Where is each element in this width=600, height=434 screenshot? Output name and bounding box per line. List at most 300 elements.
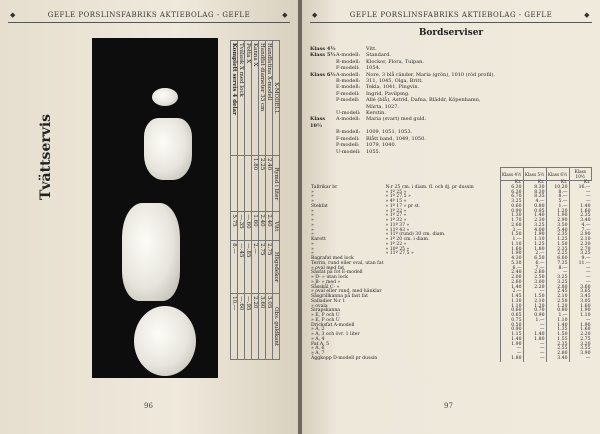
price-cell: 2.40 <box>266 212 273 241</box>
price-cell: 0.70 <box>523 309 546 314</box>
price-cell: — <box>569 200 592 205</box>
class-name: Klass 6½ <box>310 71 336 78</box>
item-name: » A, 3 och övr. 1 liter <box>311 332 360 337</box>
price-cell: 2.— <box>500 290 523 295</box>
item-name: » <box>311 194 314 200</box>
price-cell: 2.30 <box>569 243 592 248</box>
pattern-names: Vitt. <box>366 46 377 52</box>
soap-dish-image <box>152 88 178 106</box>
item-name: » <box>311 218 314 223</box>
price-cell: 0.60 <box>500 205 523 210</box>
price-cell: 1.90 <box>546 214 569 219</box>
item-name: Tallrikar br <box>311 184 338 190</box>
item-spec: » 4º 15 » <box>385 199 407 204</box>
item-spec: » 1º 32 » <box>385 218 407 223</box>
item-name: » <box>311 251 314 257</box>
price-cell: 2.— <box>252 241 259 294</box>
x-model-price-table <box>232 40 280 360</box>
price-cell: 2.10 <box>546 295 569 300</box>
price-cell: 1.10 <box>500 305 523 310</box>
model-name: B-modell: <box>336 58 361 65</box>
price-cell: 6.— <box>500 267 523 272</box>
item-spec: » 10º 25 » <box>385 246 410 252</box>
item-name: » <box>311 213 314 219</box>
column-header: Klass 5½ <box>523 168 546 181</box>
price-cell: 2.75 <box>259 241 266 294</box>
item-name: Bagrafat med lock <box>311 256 354 261</box>
price-cell: 1.50 <box>500 233 523 238</box>
item-spec: » 11º (rund) 30 cm. diam. <box>385 232 446 238</box>
price-cell: 3.60 <box>259 294 266 360</box>
price-cell: 2.10 <box>523 300 546 305</box>
price-cell: 1.40 <box>546 324 569 329</box>
price-cell: — <box>523 352 546 357</box>
price-cell: 1.60 <box>569 328 592 333</box>
price-cell: 2.60 <box>500 281 523 286</box>
price-cell: 1.80 <box>523 338 546 343</box>
table-row <box>245 41 252 360</box>
price-cell: 2.00 <box>500 276 523 281</box>
price-cell: — <box>569 281 592 286</box>
item-name: » E, P och U <box>311 313 340 318</box>
pattern-names: 1079, 1040. <box>366 142 397 149</box>
price-cell: 3.20 <box>569 343 592 348</box>
price-cell: 1.40 <box>523 214 546 219</box>
price-cell: 3.05 <box>569 300 592 305</box>
price-cell: — <box>569 357 592 362</box>
item-spec: » 1º 20 cm. i diam. <box>385 237 430 242</box>
price-cell: 3.50 <box>546 224 569 229</box>
price-cell: 8.— <box>546 195 569 200</box>
item-name: Kanna X <box>252 41 259 156</box>
price-cell: — <box>523 343 546 348</box>
diamond-ornament-icon: ◆ <box>312 11 318 19</box>
price-cell: 2.45 <box>546 290 569 295</box>
price-cell: — <box>569 195 592 200</box>
price-cell: 2.20 <box>523 286 546 291</box>
model-name: P-modell: <box>336 142 360 149</box>
price-cell: 5.30 <box>500 262 523 267</box>
item-name: » A, 7 <box>311 351 325 356</box>
item-name: » <box>311 189 314 195</box>
model-name: F-modell: <box>336 135 360 142</box>
price-cell: 1.60 <box>569 210 592 215</box>
item-name: Stekfat <box>311 203 328 209</box>
price-cell: 0.90 <box>500 328 523 333</box>
model-name: A-modell: <box>336 116 361 123</box>
price-cell: 1.40 <box>500 286 523 291</box>
item-spec: N:r 25 cm. i diam. fl. och dj. pr dussin <box>385 184 474 190</box>
item-name: » oval med fat <box>311 265 345 271</box>
item-spec: » 1º 25 » <box>385 189 407 195</box>
price-cell: 0.90 <box>500 210 523 215</box>
header-text: GEFLE PORSLINSFABRIKS AKTIEBOLAG - GEFLE <box>349 11 553 19</box>
price-cell: — <box>523 357 546 362</box>
price-cell: — <box>546 271 569 276</box>
page-title: Tvättservis <box>38 113 54 200</box>
wash-basin-image <box>134 306 196 376</box>
price-cell: 1.50 <box>546 333 569 338</box>
price-cell: 3.25 <box>523 224 546 229</box>
item-name: » <box>311 246 314 252</box>
item-name: » A, 6 <box>311 346 325 352</box>
header-text: GEFLE PORSLINSFABRIKS AKTIEBOLAG - GEFLE <box>47 11 251 19</box>
pattern-names: Maria (svart) med guld. <box>366 116 427 123</box>
price-cell: 6.30 <box>500 191 523 196</box>
unit-label: Kr. <box>523 181 546 186</box>
diamond-ornament-icon: ◆ <box>10 11 16 19</box>
pattern-names: Kerstin. <box>366 110 386 117</box>
price-cell: — <box>569 276 592 281</box>
item-name: » oval eller rund, med hänklar <box>311 289 382 295</box>
item-name: Handfat diameter 33 cm <box>259 41 266 156</box>
price-cell: 4.00 <box>523 229 546 234</box>
item-name: Såsfat på fot E-modell <box>311 270 363 276</box>
price-cell: 2.40 <box>500 271 523 276</box>
price-cell: 1.50 <box>523 295 546 300</box>
item-name: Äggkopp D-modell pr dussin <box>311 355 378 361</box>
price-cell: 4.30 <box>500 257 523 262</box>
column-header: Klass 10½ <box>569 168 592 181</box>
price-cell: 2.80 <box>546 352 569 357</box>
table-row <box>266 41 273 360</box>
item-spec: » 1º 22 » <box>385 208 407 214</box>
item-spec: » 1º 22 » <box>385 241 407 247</box>
volume-cell: 2.40 <box>266 156 273 212</box>
price-cell: — <box>523 347 546 352</box>
column-header: Klass 4½ <box>500 168 523 181</box>
column-header: Klass 6½ <box>546 168 569 181</box>
price-cell: 2.30 <box>523 219 546 224</box>
unit-label: Kr. <box>546 181 569 186</box>
class-entry <box>310 116 592 129</box>
price-cell: 3.25 <box>500 200 523 205</box>
price-cell: 1.50 <box>546 243 569 248</box>
pattern-names: Tekla, 1041, Pingvin. <box>366 84 420 91</box>
price-cell: 3.00 <box>523 281 546 286</box>
price-cell: 2.35 <box>546 248 569 253</box>
price-cell: 3.25 <box>546 281 569 286</box>
price-cell: 4.— <box>523 200 546 205</box>
price-cell: 2.10 <box>569 238 592 243</box>
price-cell: 1.20 <box>546 210 569 215</box>
price-cell: 1.90 <box>500 252 523 257</box>
price-cell: 3.25 <box>546 276 569 281</box>
price-cell: 0.90 <box>523 314 546 319</box>
price-cell: 3.40 <box>569 219 592 224</box>
pattern-names: Märta, 1027. <box>366 103 399 110</box>
item-name: » <box>311 227 314 233</box>
item-name: Karott <box>311 237 326 242</box>
price-cell: 1.— <box>546 205 569 210</box>
table-row <box>231 41 238 360</box>
price-cell: 3.55 <box>569 347 592 352</box>
price-cell: 8.— <box>546 191 569 196</box>
price-cell: 1.10 <box>523 238 546 243</box>
price-cell: 0.80 <box>546 309 569 314</box>
unit-label: Kr. <box>569 181 592 186</box>
price-cell: 2.75 <box>569 338 592 343</box>
price-cell: 7.— <box>523 267 546 272</box>
price-cell: 2.75 <box>266 241 273 294</box>
model-name: A-modell: <box>336 52 361 59</box>
price-cell: 1.80 <box>500 357 523 362</box>
model-name: U-modell: <box>336 110 361 117</box>
class-name <box>310 149 336 155</box>
item-name: Salladier N:r 1 <box>311 298 346 304</box>
price-cell: 9.— <box>569 257 592 262</box>
pattern-names: Blått band, 1049, 1050. <box>366 135 426 142</box>
item-name: » A, 2 <box>311 327 325 333</box>
price-cell: 2.55 <box>546 347 569 352</box>
price-cell: 2.50 <box>523 276 546 281</box>
price-cell: 6.— <box>523 262 546 267</box>
model-name: B-modell: <box>336 129 361 136</box>
table-header: Obs. guldkant <box>273 294 280 360</box>
price-cell: 1.40 <box>500 338 523 343</box>
table-row <box>259 41 266 360</box>
price-cell: 2.70 <box>569 248 592 253</box>
item-name: Fat A, 5 <box>311 341 330 347</box>
price-cell: 1.40 <box>523 333 546 338</box>
price-cell: 8.— <box>546 267 569 272</box>
item-spec: » 1º 27,5 » <box>385 194 411 200</box>
price-cell: 1.30 <box>500 300 523 305</box>
pitcher-image <box>122 203 180 301</box>
page-number: 97 <box>444 402 453 410</box>
price-cell: —.85 <box>245 241 252 294</box>
price-cell: 1.90 <box>523 233 546 238</box>
price-cell: 7.— <box>569 229 592 234</box>
price-table-rotated <box>232 40 280 360</box>
model-name: A-modell: <box>336 71 361 78</box>
price-cell: 3.45 <box>569 295 592 300</box>
price-cell: 10.20 <box>546 186 569 191</box>
item-name: Såsgrillkanna på fast fat <box>311 294 368 299</box>
price-cell: 5.40 <box>546 229 569 234</box>
diamond-ornament-icon: ◆ <box>282 11 288 19</box>
item-spec: » 11º 27,5 » <box>385 251 414 257</box>
page-number: 96 <box>144 402 153 410</box>
price-cell: 5.— <box>546 200 569 205</box>
class-list <box>310 46 592 155</box>
item-name: Terrin, rund eller oval, utan fat <box>311 260 384 266</box>
price-cell: 1.— <box>546 314 569 319</box>
volume-cell <box>231 156 238 212</box>
price-cell: 1.70 <box>500 219 523 224</box>
price-cell: 1.35 <box>546 328 569 333</box>
price-cell: 1.20 <box>523 305 546 310</box>
price-cell: 1.10 <box>569 314 592 319</box>
class-entry <box>310 149 592 155</box>
item-name: Tvålask X med lock <box>238 41 245 156</box>
price-cell: 1.90 <box>569 309 592 314</box>
chamber-pot-image <box>144 118 192 180</box>
price-cell: 7.35 <box>546 262 569 267</box>
item-name: » <box>311 232 314 238</box>
class-name: Klass 4½ <box>310 46 336 52</box>
price-cell: — <box>569 267 592 272</box>
pattern-names: Nore, 3 blå ränder, Maria (grön), 1010 (röd profil). <box>366 71 495 78</box>
right-page <box>302 0 600 434</box>
price-cell: 0.60 <box>500 309 523 314</box>
pattern-names: 1009, 1051, 1053. <box>366 129 413 136</box>
price-cell: 1.— <box>500 238 523 243</box>
item-name: » A, 4 <box>311 336 325 342</box>
price-cell: 1.40 <box>569 205 592 210</box>
price-cell: 6.60 <box>546 257 569 262</box>
price-cell: — <box>569 271 592 276</box>
price-cell: 1.— <box>523 319 546 324</box>
item-spec: » 1º 27 » <box>385 213 407 219</box>
price-cell: 1.25 <box>546 238 569 243</box>
item-name: Handfatina X-modell <box>266 41 273 156</box>
price-cell: 1.80 <box>523 248 546 253</box>
pattern-names: Klockor, Flora, Tulpan. <box>366 58 424 65</box>
table-header: Högsdekor <box>273 241 280 294</box>
left-page <box>0 0 298 434</box>
price-cell: 2.35 <box>546 233 569 238</box>
price-cell: 1.60 <box>252 212 259 241</box>
item-name: Potta X <box>245 41 252 156</box>
price-cell: —.45 <box>238 241 245 294</box>
item-name: » <box>311 208 314 214</box>
price-cell: 8.— <box>231 241 238 294</box>
item-name: Såsskål C- » <box>311 284 340 290</box>
price-cell: — <box>523 328 546 333</box>
pattern-names: 1055. <box>366 148 381 155</box>
volume-cell: 1.80 <box>252 156 259 212</box>
price-cell: 2.90 <box>569 233 592 238</box>
price-cell: 2.40 <box>259 212 266 241</box>
price-cell: 0.95 <box>523 210 546 215</box>
price-cell: 0.50 <box>500 324 523 329</box>
price-cell: — <box>523 290 546 295</box>
item-name: » ovala <box>311 303 328 309</box>
price-cell: 2.20 <box>252 294 259 360</box>
price-cell: 0.80 <box>523 205 546 210</box>
price-cell: 16.— <box>569 186 592 191</box>
price-cell: 0.65 <box>500 314 523 319</box>
price-cell: 2.50 <box>546 300 569 305</box>
price-cell: 1.60 <box>500 248 523 253</box>
price-cell: 2.35 <box>546 343 569 348</box>
item-spec: » 11º 43 » <box>385 227 410 233</box>
pattern-names: Ingrid, Pavilpmg. <box>366 90 410 97</box>
price-cell: 5.75 <box>231 212 238 241</box>
price-cell: 2.80 <box>546 286 569 291</box>
price-cell: 2.90 <box>546 219 569 224</box>
price-cell: 1.60 <box>569 305 592 310</box>
price-cell: 3.— <box>500 229 523 234</box>
model-name: E-modell: <box>336 84 361 91</box>
price-cell: — <box>500 347 523 352</box>
volume-cell <box>238 156 245 212</box>
pattern-names: 1054. <box>366 65 381 72</box>
price-cell: 3.90 <box>569 352 592 357</box>
price-cell: 3.40 <box>546 357 569 362</box>
price-cell: 1.30 <box>500 214 523 219</box>
pattern-names: 311, 1045, Olga, Britt. <box>366 78 423 85</box>
price-cell: 6.50 <box>523 257 546 262</box>
table-row <box>252 41 259 360</box>
price-cell: 2.60 <box>500 224 523 229</box>
table-header: Vitt <box>273 212 280 241</box>
price-cell: 0.75 <box>500 319 523 324</box>
price-cell: 3.60 <box>569 286 592 291</box>
price-cell: —.60 <box>238 294 245 360</box>
class-name: Klass 5½ <box>310 52 336 59</box>
price-cell: 6.70 <box>500 195 523 200</box>
price-cell: — <box>569 191 592 196</box>
table-header: Rymd i liter <box>273 156 280 212</box>
volume-cell <box>245 156 252 212</box>
diamond-ornament-icon: ◆ <box>584 11 590 19</box>
price-cell: —.60 <box>245 212 252 241</box>
price-cell: 8.30 <box>523 191 546 196</box>
price-cell: 3.05 <box>266 294 273 360</box>
price-cell: 1.20 <box>546 305 569 310</box>
price-cell: 6.30 <box>500 186 523 191</box>
price-cell: 10.— <box>231 294 238 360</box>
model-name: B-modell: <box>336 78 361 85</box>
table-row <box>310 357 592 362</box>
price-cell: 1.55 <box>546 338 569 343</box>
price-cell: 4.— <box>569 224 592 229</box>
item-spec: » 1º 17 » pr st. <box>385 203 421 209</box>
item-name: Sirapskanna <box>311 308 341 314</box>
price-cell: 1.10 <box>546 319 569 324</box>
unit-label: Kr. <box>500 181 523 186</box>
page-title: Bordserviser <box>418 28 484 38</box>
price-cell: 2.— <box>523 252 546 257</box>
item-name: » B- » med » <box>311 279 341 285</box>
price-cell: 8.35 <box>523 195 546 200</box>
price-cell: 2.60 <box>523 271 546 276</box>
price-cell: 1.45 <box>500 295 523 300</box>
price-cell: 3.65 <box>569 290 592 295</box>
item-name: » <box>311 199 314 204</box>
model-name: F-modell: <box>336 65 360 72</box>
item-spec: » 11º 37 » <box>385 222 410 228</box>
page-header <box>310 8 592 23</box>
pattern-names: Standard. <box>366 52 391 59</box>
price-cell: 2.20 <box>569 333 592 338</box>
table-header: X-MODELL <box>273 41 280 156</box>
price-cell: — <box>523 324 546 329</box>
porcelain-photo <box>92 38 218 378</box>
price-cell: — <box>500 352 523 357</box>
volume-cell: 2.25 <box>259 156 266 212</box>
item-name: » <box>311 241 314 247</box>
price-cell: 1.90 <box>500 343 523 348</box>
page-header <box>8 8 290 23</box>
item-name: Komplett servis 4 delar <box>231 41 238 156</box>
price-cell: —.35 <box>238 212 245 241</box>
price-cell: 1.10 <box>500 243 523 248</box>
price-cell: —.95 <box>245 294 252 360</box>
price-cell: 2.35 <box>569 214 592 219</box>
table-row <box>238 41 245 360</box>
price-cell: 1.90 <box>569 324 592 329</box>
price-cell: 3.25 <box>569 252 592 257</box>
class-name: Klass 10½ <box>310 116 326 129</box>
item-spec <box>384 357 500 362</box>
price-cell: 2.25 <box>546 252 569 257</box>
price-cell: 1.25 <box>523 243 546 248</box>
price-cell: — <box>569 319 592 324</box>
item-name: » E, P och U <box>311 317 340 323</box>
